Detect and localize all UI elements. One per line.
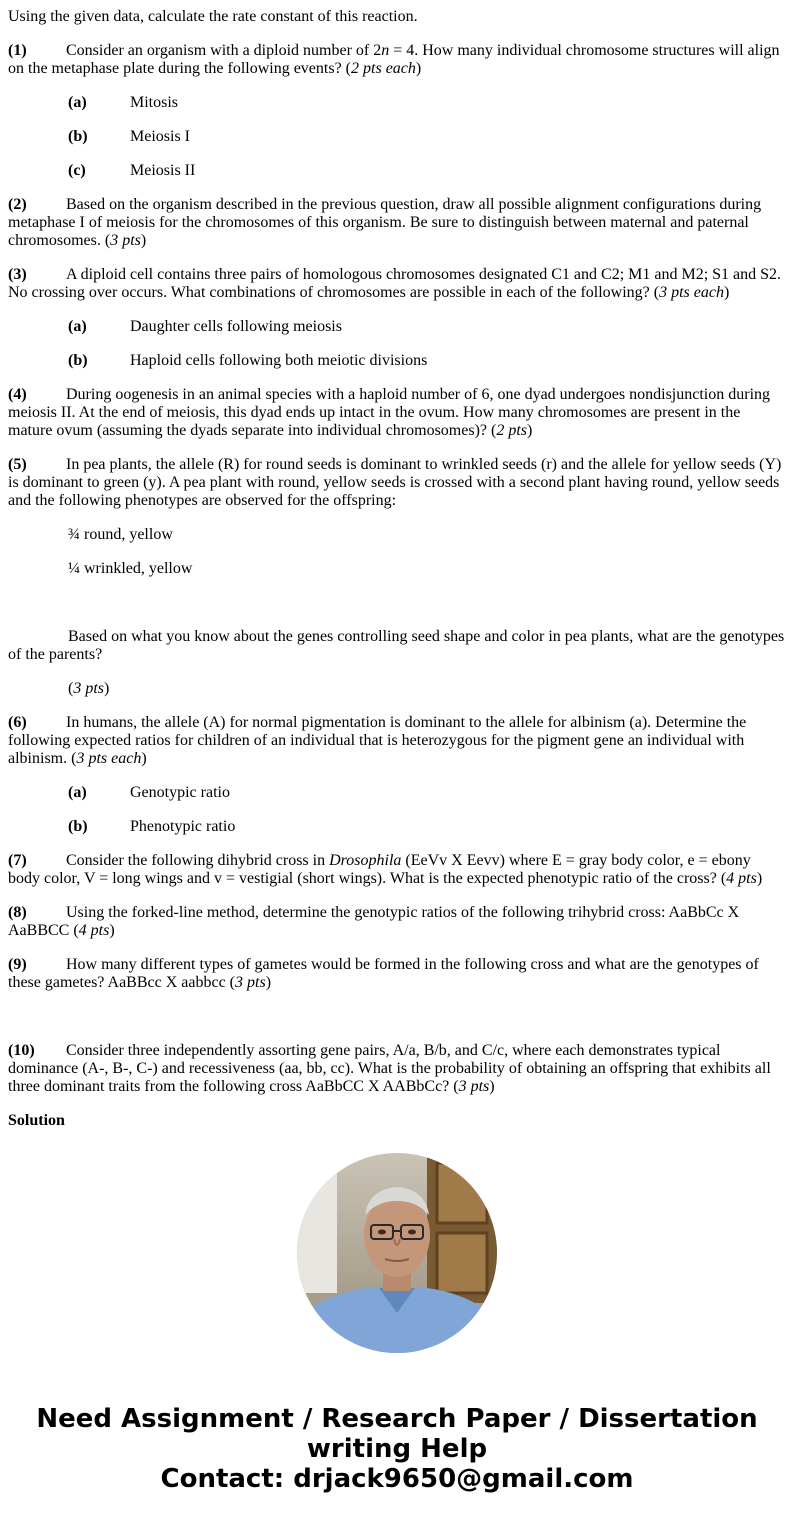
question-6b: (b) Phenotypic ratio [68,818,236,835]
question-7: (7) Consider the following dihybrid cross in Drosophila (EeVv X Eevv) where E = gray body color, e = ebony body color, V = long wings and v = vestigial (short wings). What is the expected phenotypic ratio of the cross? (4 pts) [8,852,763,887]
question-2: (2) Based on the organism described in the previous question, draw all possible alignment configurations during metaphase I of meiosis for the chromosomes of this organism. Be sure to distinguish between maternal and paternal chromosomes. (3 pts) [8,196,762,249]
points: 3 pts [235,974,266,991]
question-1a: (a) Mitosis [68,94,179,111]
cta-contact-email: Contact: drjack9650@gmail.com [160,1464,634,1494]
question-9: (9) How many different types of gametes would be formed in the following cross and what are the genotypes of these gametes? AaBBcc X aabbcc (3 pts) [8,956,759,991]
contact-banner [0,1404,794,1494]
question-number: (10) [8,1042,35,1059]
points: 2 pts [496,422,527,439]
spacer [0,1008,794,1042]
solution-heading: Solution [8,1112,65,1125]
points: 4 pts [78,922,110,939]
question-number: (8) [8,904,27,921]
question-number: (2) [8,196,27,213]
points: 3 pts [458,1078,490,1095]
question-1: (1) Consider an organism with a diploid number of 2n = 4. How many individual chromosome structures will align on the metaphase plate during the following events? (2 pts each) [8,42,780,77]
intro-text: Using the given data, calculate the rate constant of this reaction. [8,8,418,25]
question-8: (8) Using the forked-line method, determine the genotypic ratios of the following trihybrid cross: AaBbCc X AaBBCC (4 pts) [8,904,740,939]
cta-line-2: writing Help [306,1434,488,1464]
phenotype-1: ¾ round, yellow [68,526,173,543]
question-5: (5) In pea plants, the allele (R) for round seeds is dominant to wrinkled seeds (r) and the allele for yellow seeds (Y) is dominant to green (y). A pea plant with round, yellow seeds is crossed with a second plant having round, yellow seeds and the following phenotypes are observed for the offspring: [8,456,782,509]
points: 3 pts [110,232,141,249]
question-number: (4) [8,386,27,403]
points: 3 pts [73,680,104,697]
phenotype-2: ¼ wrinkled, yellow [68,560,193,577]
question-3a: (a) Daughter cells following meiosis [68,318,342,335]
question-3: (3) A diploid cell contains three pairs of homologous chromosomes designated C1 and C2; M1 and M2; S1 and S2. No crossing over occurs. What combinations of chromosomes are possible in each of the following? (3 pts each) [8,266,782,301]
question-number: (3) [8,266,27,283]
points: 2 pts each [351,60,416,77]
author-photo [297,1153,497,1353]
spacer [0,594,794,628]
question-number: (6) [8,714,27,731]
question-10: (10) Consider three independently assorting gene pairs, A/a, B/b, and C/c, where each demonstrates typical dominance (A-, B-, C-) and recessiveness (aa, bb, cc). What is the probability of obtaining an offspring that exhibits all three dominant traits from the following cross AaBbCC X AABbCc? (3 pts) [8,1042,771,1095]
points: 3 pts each [659,284,724,301]
question-number: (9) [8,956,27,973]
portrait-image [297,1153,497,1353]
question-number: (5) [8,456,27,473]
question-number: (1) [8,42,27,59]
question-4: (4) During oogenesis in an animal species with a haploid number of 6, one dyad undergoes nondisjunction during meiosis II. At the end of meiosis, this dyad ends up intact in the ovum. How many chromosomes are present in the mature ovum (assuming the dyads separate into individual chromosomes)? (2 pts) [8,386,771,439]
question-1b: (b) Meiosis I [68,128,190,145]
organism-name: Drosophila [329,852,402,869]
question-6: (6) In humans, the allele (A) for normal pigmentation is dominant to the allele for albinism (a). Determine the following expected ratios for children of an individual that is heterozygous for the pigment gene an individual with albinism. (3 pts each) [8,714,747,767]
question-5-followup: Based on what you know about the genes controlling seed shape and color in pea plants, what are the genotypes of the parents? [8,628,785,663]
question-3b: (b) Haploid cells following both meiotic divisions [68,352,428,369]
question-number: (7) [8,852,27,869]
cta-line-1: Need Assignment / Research Paper / Dissertation [36,1404,758,1434]
question-1c: (c) Meiosis II [68,162,196,179]
question-6a: (a) Genotypic ratio [68,784,230,801]
points: 3 pts each [76,750,142,767]
question-5-points: (3 pts) [68,680,110,697]
points: 4 pts [726,870,757,887]
